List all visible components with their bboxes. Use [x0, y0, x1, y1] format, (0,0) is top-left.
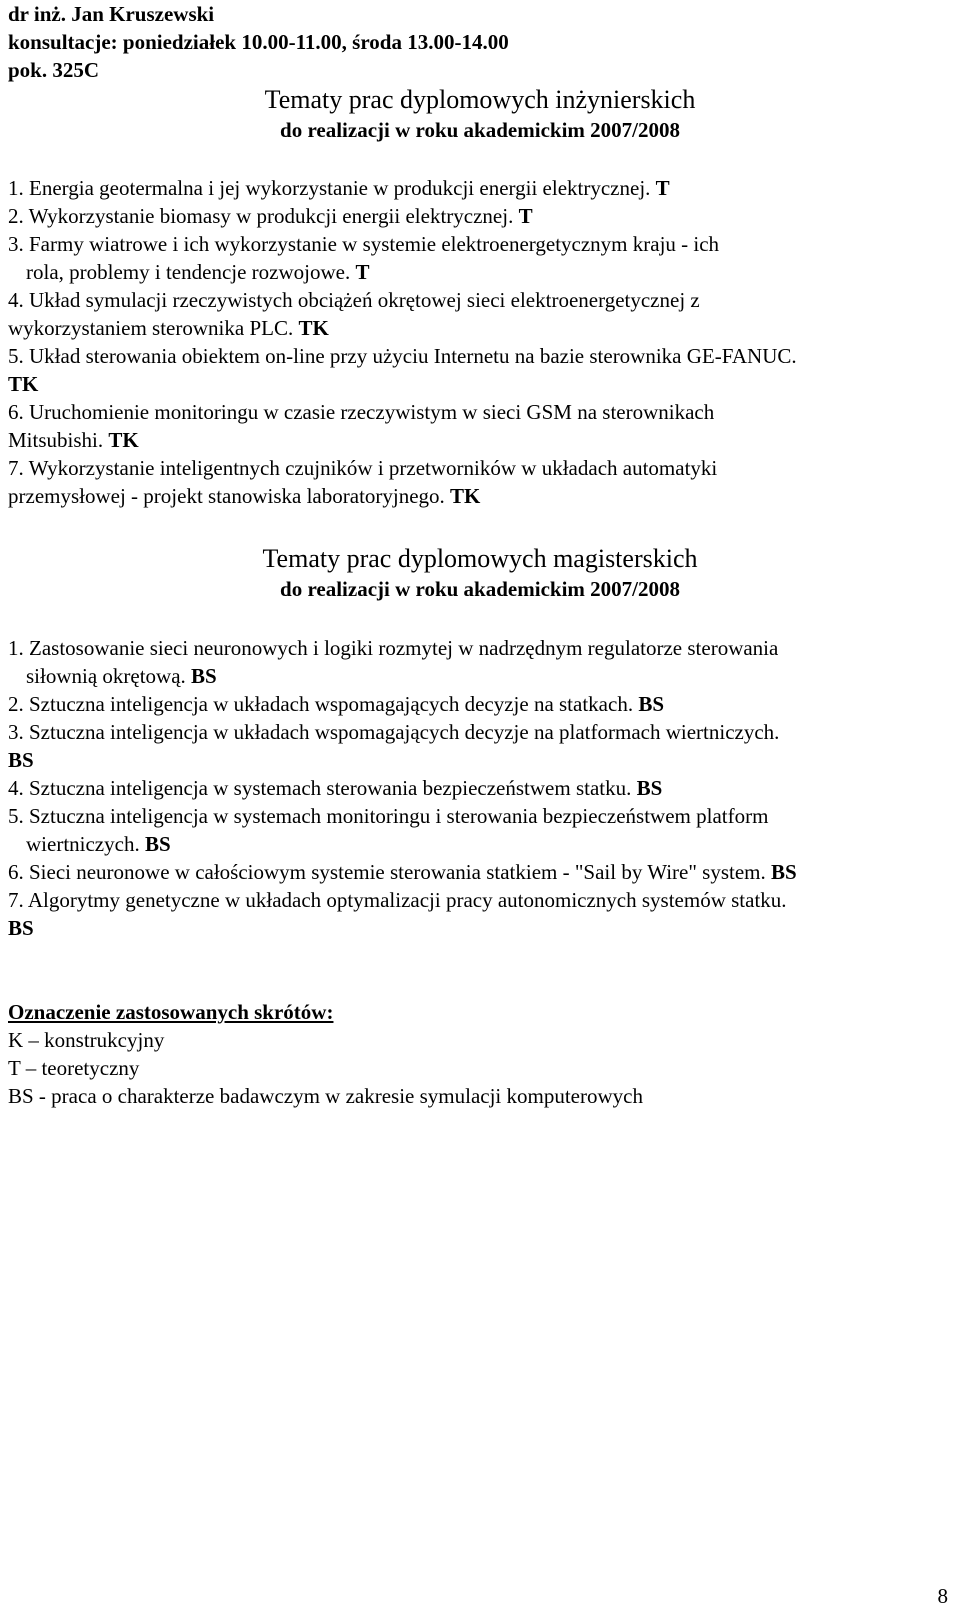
- engineering-topic-7: 7. Wykorzystanie inteligentnych czujników i przetworników w układach automatyki: [8, 456, 718, 480]
- masters-topic-7-cont: [8, 914, 34, 942]
- masters-topic-3: 3. Sztuczna inteligencja w układach wspomagających decyzje na platformach wiertniczych.: [8, 720, 780, 744]
- topic-type-tag: T: [518, 204, 533, 228]
- topic-type-tag: BS: [191, 664, 217, 688]
- author-name: dr inż. Jan Kruszewski: [8, 2, 215, 26]
- room-number: pok. 325C: [8, 58, 100, 82]
- masters-topic-1-cont: siłownią okrętową. BS: [26, 664, 217, 688]
- masters-topic-6: 6. Sieci neuronowe w całościowym systemie sterowania statkiem - "Sail by Wire" system. BS: [8, 860, 797, 884]
- abbreviations-heading: Oznaczenie zastosowanych skrótów:: [8, 1000, 334, 1024]
- abbreviation-k: K – konstrukcyjny: [8, 1028, 165, 1052]
- masters-topic-1: 1. Zastosowanie sieci neuronowych i logiki rozmytej w nadrzędnym regulatorze sterowania: [8, 636, 779, 660]
- masters-section-subtitle: do realizacji w roku akademickim 2007/2008: [280, 577, 680, 601]
- masters-topic-3-cont: [8, 746, 34, 774]
- engineering-section-subtitle: do realizacji w roku akademickim 2007/2008: [280, 118, 680, 142]
- engineering-topic-2: 2. Wykorzystanie biomasy w produkcji energii elektrycznej. T: [8, 204, 533, 228]
- engineering-topic-3-cont: rola, problemy i tendencje rozwojowe. T: [26, 260, 370, 284]
- consultation-hours: konsultacje: poniedziałek 10.00-11.00, środa 13.00-14.00: [8, 30, 509, 54]
- engineering-topic-6-cont: Mitsubishi. TK: [8, 428, 139, 452]
- engineering-topic-5: 5. Układ sterowania obiektem on-line przy użyciu Internetu na bazie sterownika GE-FANUC.: [8, 344, 797, 368]
- topic-type-tag: BS: [638, 692, 665, 716]
- engineering-topic-7-cont: przemysłowej - projekt stanowiska laboratoryjnego. TK: [8, 484, 481, 508]
- masters-topic-5-cont: wiertniczych. BS: [26, 832, 171, 856]
- engineering-topic-4-cont: wykorzystaniem sterownika PLC. TK: [8, 316, 329, 340]
- engineering-topic-4: 4. Układ symulacji rzeczywistych obciążeń okrętowej sieci elektroenergetycznej z: [8, 288, 700, 312]
- topic-type-tag: BS: [636, 776, 663, 800]
- abbreviation-t: T – teoretyczny: [8, 1056, 140, 1080]
- masters-topic-4: 4. Sztuczna inteligencja w systemach sterowania bezpieczeństwem statku. BS: [8, 776, 663, 800]
- topic-type-tag: T: [355, 260, 370, 284]
- topic-type-tag: T: [655, 176, 670, 200]
- abbreviation-bs: BS - praca o charakterze badawczym w zakresie symulacji komputerowych: [8, 1084, 643, 1108]
- topic-type-tag: TK: [108, 428, 139, 452]
- masters-topic-5: 5. Sztuczna inteligencja w systemach monitoringu i sterowania bezpieczeństwem platform: [8, 804, 769, 828]
- engineering-section-title: Tematy prac dyplomowych inżynierskich: [264, 85, 696, 114]
- engineering-topic-3: 3. Farmy wiatrowe i ich wykorzystanie w systemie elektroenergetycznym kraju - ich: [8, 232, 720, 256]
- engineering-topic-1: 1. Energia geotermalna i jej wykorzystanie w produkcji energii elektrycznej. T: [8, 176, 670, 200]
- engineering-topic-5-cont: [8, 370, 38, 398]
- masters-topic-2: 2. Sztuczna inteligencja w układach wspomagających decyzje na statkach. BS: [8, 692, 665, 716]
- masters-topic-7: 7. Algorytmy genetyczne w układach optymalizacji pracy autonomicznych systemów statku.: [8, 888, 787, 912]
- masters-section-title: Tematy prac dyplomowych magisterskich: [262, 544, 698, 573]
- document-page: [8, 0, 952, 1620]
- topic-type-tag: TK: [298, 316, 329, 340]
- topic-type-tag: BS: [8, 916, 34, 940]
- topic-type-tag: BS: [144, 832, 171, 856]
- topic-type-tag: TK: [8, 372, 39, 396]
- topic-type-tag: BS: [771, 860, 797, 884]
- topic-type-tag: BS: [8, 748, 34, 772]
- engineering-topic-6: 6. Uruchomienie monitoringu w czasie rzeczywistym w sieci GSM na sterownikach: [8, 400, 715, 424]
- topic-type-tag: TK: [450, 484, 481, 508]
- page-number: 8: [937, 1584, 948, 1608]
